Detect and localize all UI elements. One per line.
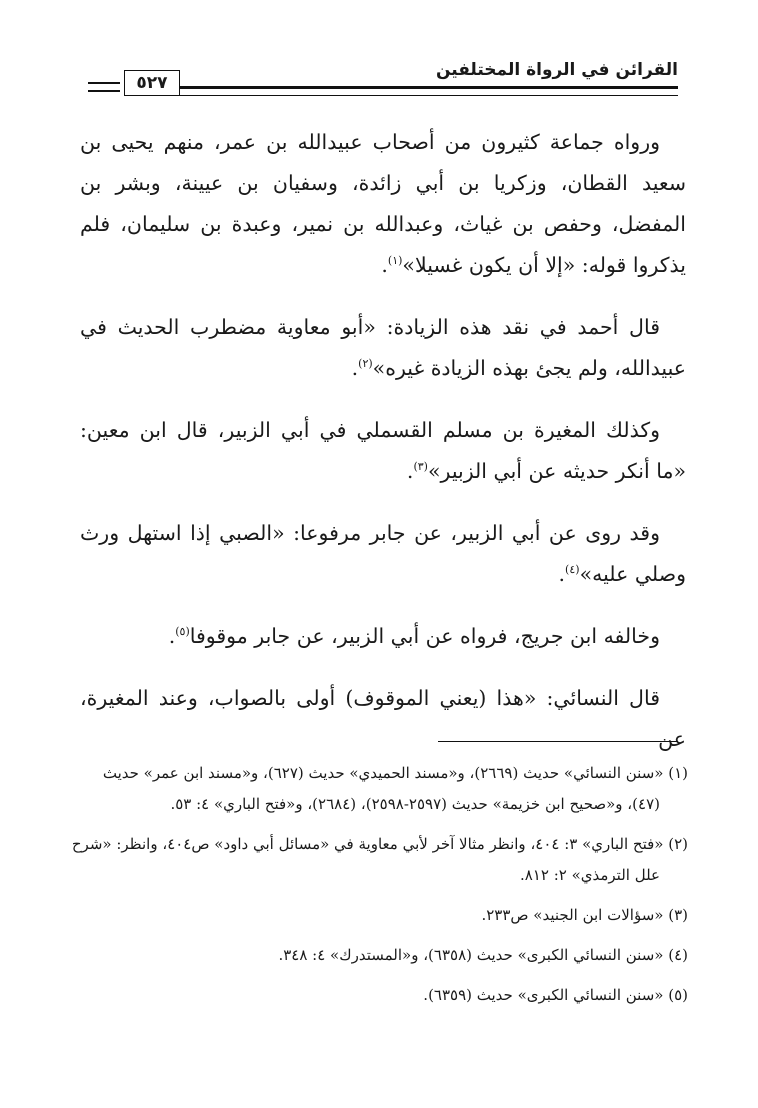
header-rule [180,86,678,96]
page-header [88,60,678,100]
footnote-ref: (٤) [565,563,580,577]
paragraph: قال أحمد في نقد هذه الزيادة: «أبو معاوية مضطرب الحديث في عبيدالله، ولم يجئ بهذه الزيادة غيره»$^{(٢)}$. [80,315,686,380]
footnote-ref: (٢) [358,357,373,371]
paragraph: قال النسائي: «هذا (يعني الموقوف) أولى بالصواب، وعند المغيرة، عن [80,686,686,751]
page-number: ٥٢٧ [124,70,180,96]
footnote: (٢) «فتح الباري» ٣: ٤٠٤، وانظر مثالا آخر لأبي معاوية في «مسائل أبي داود» ص٤٠٤، وانظر: «شرح علل الترمذي» ٢: ٨١٢. [71,835,688,884]
main-text [80,122,686,781]
paragraph: وقد روى عن أبي الزبير، عن جابر مرفوعا: «الصبي إذا استهل ورث وصلي عليه»$^{(٤)}$. [80,521,686,586]
footnote: (٣) «سؤالات ابن الجنيد» ص٢٣٣. [481,906,688,924]
paragraph: وخالفه ابن جريج، فرواه عن أبي الزبير، عن جابر موقوفا$^{(٥)}$. [168,624,660,648]
footnote: (١) «سنن النسائي» حديث (٢٦٦٩)، و«مسند الحميدي» حديث (٦٢٧)، و«مسند ابن عمر» حديث (٤٧)، و«صحيح ابن خزيمة» حديث (٢٥٩٧-٢٥٩٨)، (٢٦٨٤)، و«فتح الباري» ٤: ٥٣. [102,764,688,813]
footnote-separator [438,741,678,742]
footnote-ref: (٥) [175,625,190,639]
footnote: (٥) «سنن النسائي الكبرى» حديث (٦٣٥٩). [423,986,688,1004]
footnote-ref: (٣) [413,460,428,474]
header-rule-short [88,82,120,92]
paragraph: وكذلك المغيرة بن مسلم القسملي في أبي الزبير، قال ابن معين: «ما أنكر حديثه عن أبي الزبير»$^{(٣)}$. [80,418,686,483]
footnotes [70,758,688,1020]
footnote: (٤) «سنن النسائي الكبرى» حديث (٦٣٥٨)، و«المستدرك» ٤: ٣٤٨. [278,946,688,964]
running-title: القرائن في الرواة المختلفين [435,60,678,80]
footnote-ref: (١) [387,254,403,268]
paragraph: ورواه جماعة كثيرون من أصحاب عبيدالله بن عمر، منهم يحيى بن سعيد القطان، وزكريا بن أبي زائدة، وسفيان بن عيينة، وبشر بن المفضل، وحفص بن غياث، وعبدالله بن نمير، وعبدة بن سليمان، فلم يذكروا قوله: «إلا أن يكون غسيلا»$^{(١)}$. [80,130,686,277]
